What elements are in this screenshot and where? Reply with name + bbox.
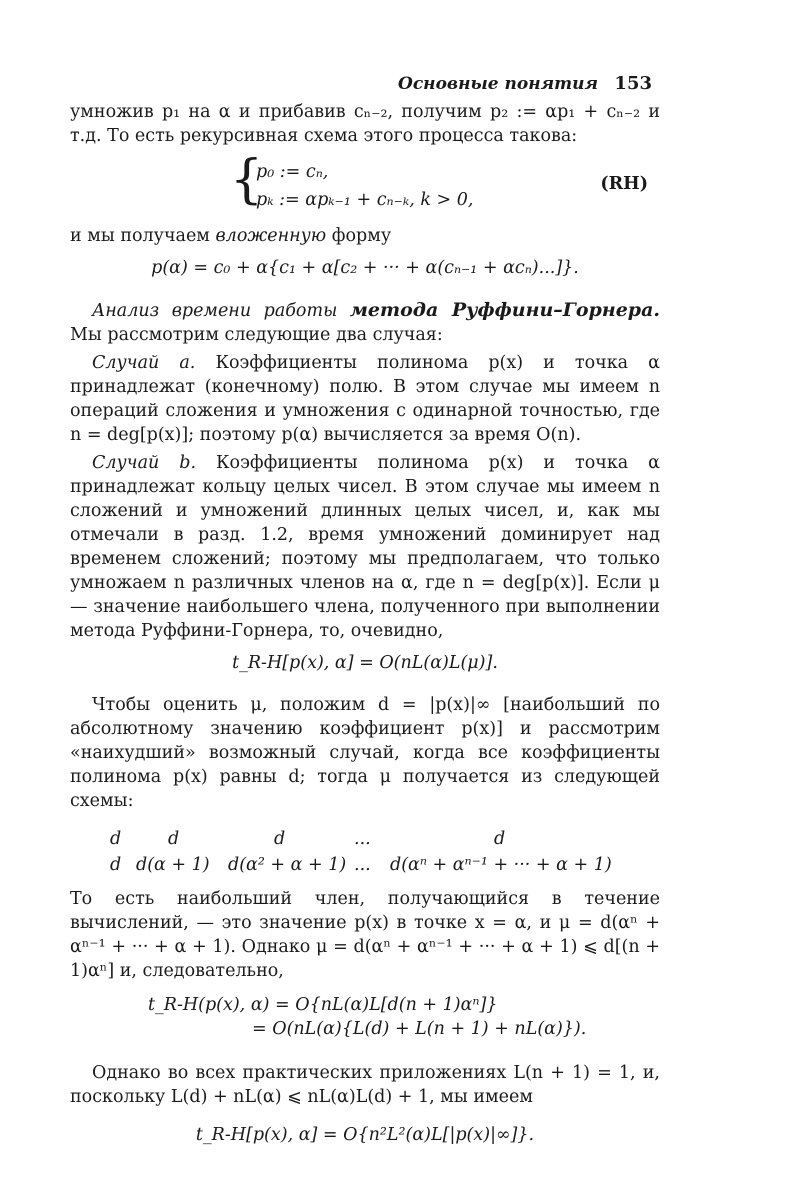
scheme-r1-c4: ...: [354, 829, 371, 849]
header-title: Основные понятия: [398, 74, 598, 94]
running-header: [70, 60, 660, 100]
text-run: и мы получаем: [70, 226, 216, 246]
formula-time-2-line1: t_R-H(p(x), α) = O{nL(α)L[d(n + 1)αⁿ]}: [148, 995, 498, 1015]
scheme-r2-c3: d(α² + α + 1): [228, 855, 347, 875]
page-number: 153: [614, 73, 652, 94]
formula-time-2: [70, 993, 660, 1041]
case-a-label: Случай a.: [92, 353, 196, 373]
rh-equation-1: p₀ := cₙ,: [256, 162, 329, 182]
section-heading-paragraph: [70, 298, 660, 347]
rh-equation-2: pₖ := αpₖ₋₁ + cₙ₋ₖ, k > 0,: [256, 190, 474, 210]
case-a-paragraph: [70, 351, 660, 447]
scheme-r2-c1: d: [110, 855, 122, 875]
scheme-r1-c1: d: [110, 829, 122, 849]
formula-nested: p(α) = c₀ + α{c₁ + α[c₂ + ··· + α(cₙ₋₁ + αcₙ)...]}.: [151, 258, 579, 278]
scheme-r1-c5: d: [494, 829, 506, 849]
left-brace: {: [230, 150, 264, 210]
case-b-text: Коэффициенты полинома p(x) и точка α принадлежат кольцу целых чисел. В этом случае мы имеем n сложений и умножений длинных целых чисел, и, как мы отмечали в разд. 1.2, время умножений доминирует над временем сложений; поэтому мы предполагаем, что только умножаем n различных членов на α, где n = deg[p(x)]. Если μ — значение наибольшего члена, полученного при выполнении метода Руффини-Горнера, то, очевидно,: [70, 453, 660, 641]
paragraph-largest-term: То есть наибольший член, получающийся в течение вычислений, — это значение p(x) в точке x = α, и μ = d(αⁿ + αⁿ⁻¹ + ··· + α + 1). Однако μ = d(αⁿ + αⁿ⁻¹ + ··· + α + 1) ⩽ d[(n + 1)αⁿ] и, следовательно,: [70, 889, 660, 981]
scheme-r2-c4: ...: [354, 855, 371, 875]
emphasis-nested: вложенную: [215, 226, 327, 246]
page: [70, 60, 660, 1155]
paragraph-estimate: Чтобы оценить μ, положим d = |p(x)|∞ [наибольший по абсолютному значению коэффициент p(x)] и рассмотрим «наихудший» возможный случай, когда все коэффициенты полинома p(x) равны d; тогда μ получается из следующей схемы:: [70, 695, 660, 811]
section-heading-bold: метода Руффини–Горнера.: [349, 299, 660, 321]
worst-case-scheme: [70, 823, 660, 879]
case-b-paragraph: [70, 451, 660, 643]
scheme-r1-c2: d: [168, 829, 180, 849]
equation-label: (RH): [600, 174, 648, 194]
formula-time-1: t_R-H[p(x), α] = O(nL(α)L(μ)].: [232, 653, 498, 673]
paragraph-intro: умножив p₁ на α и прибавив cₙ₋₂, получим p₂ := αp₁ + cₙ₋₂ и т.д. То есть рекурсивная схема этого процесса такова:: [70, 102, 660, 146]
scheme-r1-c3: d: [274, 829, 286, 849]
case-b-label: Случай b.: [92, 453, 197, 473]
scheme-r2-c5: d(αⁿ + αⁿ⁻¹ + ··· + α + 1): [390, 855, 612, 875]
formula-final: t_R-H[p(x), α] = O{n²L²(α)L[|p(x)|∞]}.: [195, 1125, 535, 1145]
paragraph-practical: Однако во всех практических приложениях L(n + 1) = 1, и, поскольку L(d) + nL(α) ⩽ nL(α)L(d) + 1, мы имеем: [70, 1063, 660, 1107]
section-heading-rest: Мы рассмотрим следующие два случая:: [70, 325, 443, 345]
formula-time-2-line2: = O(nL(α){L(d) + L(n + 1) + nL(α)}).: [252, 1019, 587, 1039]
section-heading-italic: Анализ времени работы: [92, 301, 350, 321]
paragraph-nested: [70, 224, 660, 248]
case-a-text: Коэффициенты полинома p(x) и точка α принадлежат (конечному) полю. В этом случае мы имеем n операций сложения и умножения с одинарной точностью, где n = deg[p(x)]; поэтому p(α) вычисляется за время O(n).: [70, 353, 660, 445]
scheme-r2-c2: d(α + 1): [136, 855, 210, 875]
text-run: форму: [326, 226, 392, 246]
recursive-scheme: [70, 150, 660, 218]
